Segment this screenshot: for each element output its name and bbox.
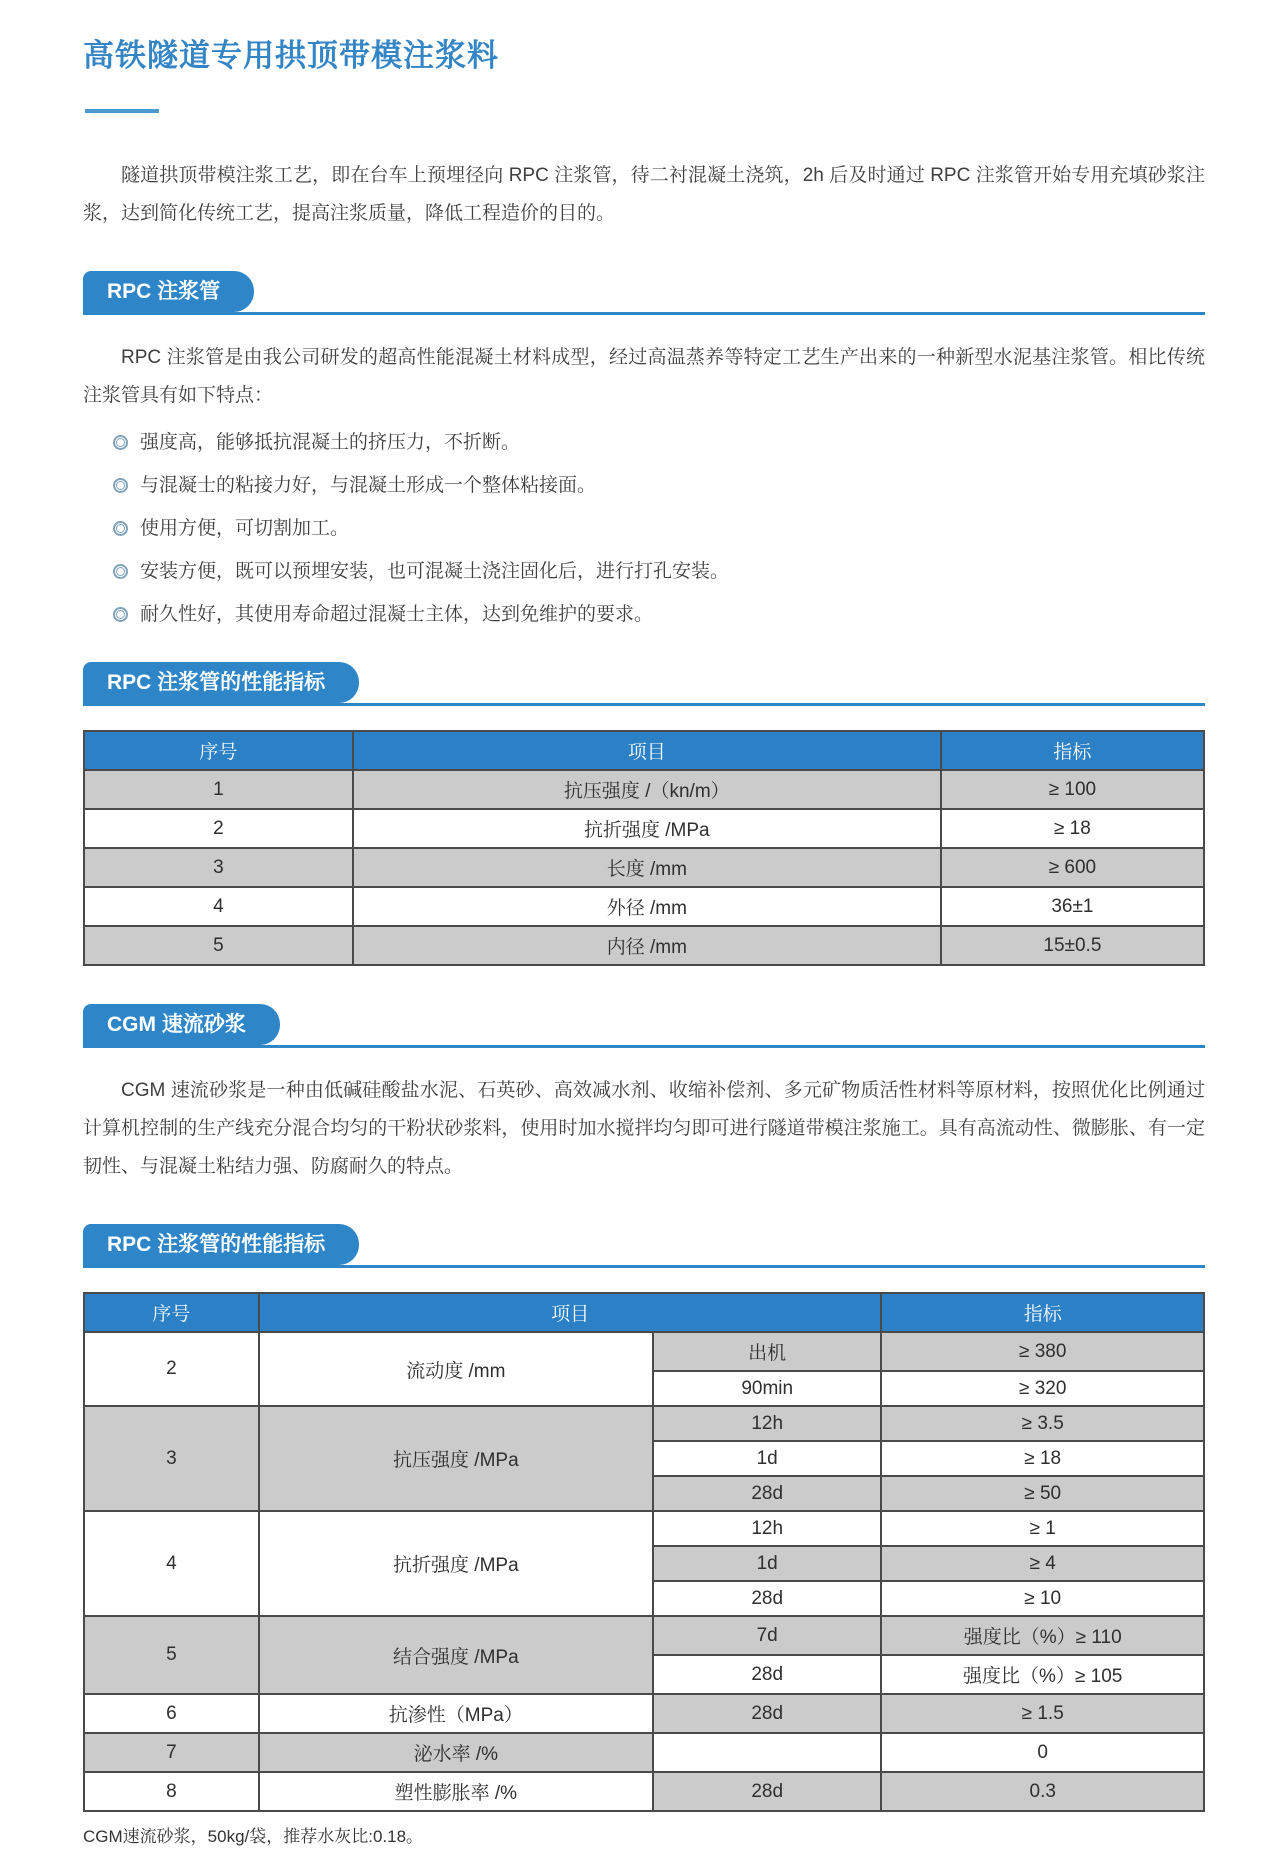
table-header-row [84, 1293, 1204, 1332]
table-cell: ≥ 4 [881, 1546, 1204, 1581]
column-header: 序号 [84, 731, 353, 770]
table-cell: ≥ 1.5 [881, 1694, 1204, 1733]
table-header-row [84, 731, 1204, 770]
cgm-paragraph: CGM 速流砂浆是一种由低碱硅酸盐水泥、石英砂、高效减水剂、收缩补偿剂、多元矿物质活性材料等原材料，按照优化比例通过计算机控制的生产线充分混合均匀的干粉状砂浆料，使用时加水搅拌均匀即可进行隧道带模注浆施工。具有高流动性、微膨胀、有一定韧性、与混凝土粘结力强、防腐耐久的特点。 [83, 1080, 1205, 1177]
double-circle-bullet-icon [113, 478, 128, 493]
double-circle-bullet-icon [113, 521, 128, 536]
table-cell: 12h [653, 1511, 881, 1546]
list-item [113, 605, 1205, 624]
table-cell: 28d [653, 1581, 881, 1616]
table-row [84, 1332, 1204, 1371]
rpc-paragraph: RPC 注浆管是由我公司研发的超高性能混凝土材料成型，经过高温蒸养等特定工艺生产出来的一种新型水泥基注浆管。相比传统注浆管具有如下特点： [83, 347, 1205, 406]
section-tab-cgm: CGM 速流砂浆 [83, 1004, 280, 1045]
table-cell: 抗压强度 /（kn/m） [353, 770, 941, 809]
table-row [84, 1733, 1204, 1772]
list-item-text: 耐久性好，其使用寿命超过混凝士主体，达到免维护的要求。 [140, 604, 654, 625]
table-cell: 2 [84, 809, 353, 848]
table-cell: 5 [84, 1616, 259, 1694]
section-header-rpc-spec [83, 662, 1205, 706]
table-cell: 15±0.5 [941, 926, 1204, 965]
table-cell: 出机 [653, 1332, 881, 1371]
table-cell: 12h [653, 1406, 881, 1441]
table-cell: ≥ 600 [941, 848, 1204, 887]
table-cell: 36±1 [941, 887, 1204, 926]
table-cell: 28d [653, 1476, 881, 1511]
table-cell: 长度 /mm [353, 848, 941, 887]
table-row [84, 848, 1204, 887]
column-header: 序号 [84, 1293, 259, 1332]
table-cell: 外径 /mm [353, 887, 941, 926]
list-item [113, 433, 1205, 452]
rpc-spec-table [83, 730, 1205, 966]
table-cell [653, 1733, 881, 1772]
double-circle-bullet-icon [113, 435, 128, 450]
table-cell: ≥ 380 [881, 1332, 1204, 1371]
table-cell: 90min [653, 1371, 881, 1406]
section-tab-cgm-spec: RPC 注浆管的性能指标 [83, 1224, 359, 1265]
list-item [113, 519, 1205, 538]
cgm-spec-table [83, 1292, 1205, 1812]
table-cell: 2 [84, 1332, 259, 1406]
table-cell: 1d [653, 1546, 881, 1581]
table-cell: 5 [84, 926, 353, 965]
page-title: 高铁隧道专用拱顶带模注浆料 [83, 38, 499, 73]
table-cell: ≥ 100 [941, 770, 1204, 809]
table-cell: 1 [84, 770, 353, 809]
table-cell: 泌水率 /% [259, 1733, 653, 1772]
table-cell: ≥ 10 [881, 1581, 1204, 1616]
double-circle-bullet-icon [113, 607, 128, 622]
column-header: 项目 [353, 731, 941, 770]
table-cell: ≥ 18 [941, 809, 1204, 848]
list-item [113, 562, 1205, 581]
section-header-rpc [83, 271, 1205, 315]
list-item-text: 安装方便，既可以预埋安装，也可混凝土浇注固化后，进行打孔安装。 [140, 561, 730, 582]
table-row [84, 1406, 1204, 1441]
table-row [84, 770, 1204, 809]
table-cell: 7d [653, 1616, 881, 1655]
table-cell: 塑性膨胀率 /% [259, 1772, 653, 1811]
table-cell: 28d [653, 1772, 881, 1811]
table-cell: 强度比（%）≥ 105 [881, 1655, 1204, 1694]
table-cell: 流动度 /mm [259, 1332, 653, 1406]
table-cell: 3 [84, 1406, 259, 1511]
section-header-cgm-spec [83, 1224, 1205, 1268]
table-cell: ≥ 320 [881, 1371, 1204, 1406]
table-cell: 内径 /mm [353, 926, 941, 965]
table-row [84, 809, 1204, 848]
section-header-cgm [83, 1004, 1205, 1048]
table-cell: 抗渗性（MPa） [259, 1694, 653, 1733]
table-cell: 抗压强度 /MPa [259, 1406, 653, 1511]
list-item-text: 强度高，能够抵抗混凝土的挤压力，不折断。 [140, 432, 521, 453]
section-tab-rpc-spec: RPC 注浆管的性能指标 [83, 662, 359, 703]
list-item [113, 476, 1205, 495]
table-cell: 6 [84, 1694, 259, 1733]
double-circle-bullet-icon [113, 564, 128, 579]
table-row [84, 887, 1204, 926]
table-cell: 0.3 [881, 1772, 1204, 1811]
table-cell: 4 [84, 887, 353, 926]
table-footnote: CGM速流砂浆，50kg/袋，推荐水灰比:0.18。 [83, 1827, 424, 1846]
list-item-text: 与混凝士的粘接力好，与混凝土形成一个整体粘接面。 [140, 475, 597, 496]
section-tab-rpc: RPC 注浆管 [83, 271, 254, 312]
table-cell: 7 [84, 1733, 259, 1772]
table-cell: 28d [653, 1655, 881, 1694]
column-header: 项目 [259, 1293, 882, 1332]
list-item-text: 使用方便，可切割加工。 [140, 518, 350, 539]
column-header: 指标 [881, 1293, 1204, 1332]
table-cell: 强度比（%）≥ 110 [881, 1616, 1204, 1655]
table-cell: 3 [84, 848, 353, 887]
table-row [84, 926, 1204, 965]
table-cell: 28d [653, 1694, 881, 1733]
table-row [84, 1616, 1204, 1655]
intro-paragraph: 隧道拱顶带模注浆工艺，即在台车上预埋径向 RPC 注浆管，待二衬混凝土浇筑，2h 后及时通过 RPC 注浆管开始专用充填砂浆注浆，达到简化传统工艺，提高注浆质量，降低工程造价的目的。 [83, 165, 1205, 224]
table-cell: ≥ 18 [881, 1441, 1204, 1476]
table-cell: 抗折强度 /MPa [353, 809, 941, 848]
table-cell: ≥ 3.5 [881, 1406, 1204, 1441]
table-cell: 0 [881, 1733, 1204, 1772]
table-row [84, 1772, 1204, 1811]
table-cell: 4 [84, 1511, 259, 1616]
table-cell: 抗折强度 /MPa [259, 1511, 653, 1616]
title-underline [85, 109, 159, 113]
table-cell: ≥ 1 [881, 1511, 1204, 1546]
table-cell: 8 [84, 1772, 259, 1811]
table-cell: ≥ 50 [881, 1476, 1204, 1511]
rpc-feature-list [113, 433, 1205, 624]
table-row [84, 1694, 1204, 1733]
table-cell: 1d [653, 1441, 881, 1476]
column-header: 指标 [941, 731, 1204, 770]
table-cell: 结合强度 /MPa [259, 1616, 653, 1694]
